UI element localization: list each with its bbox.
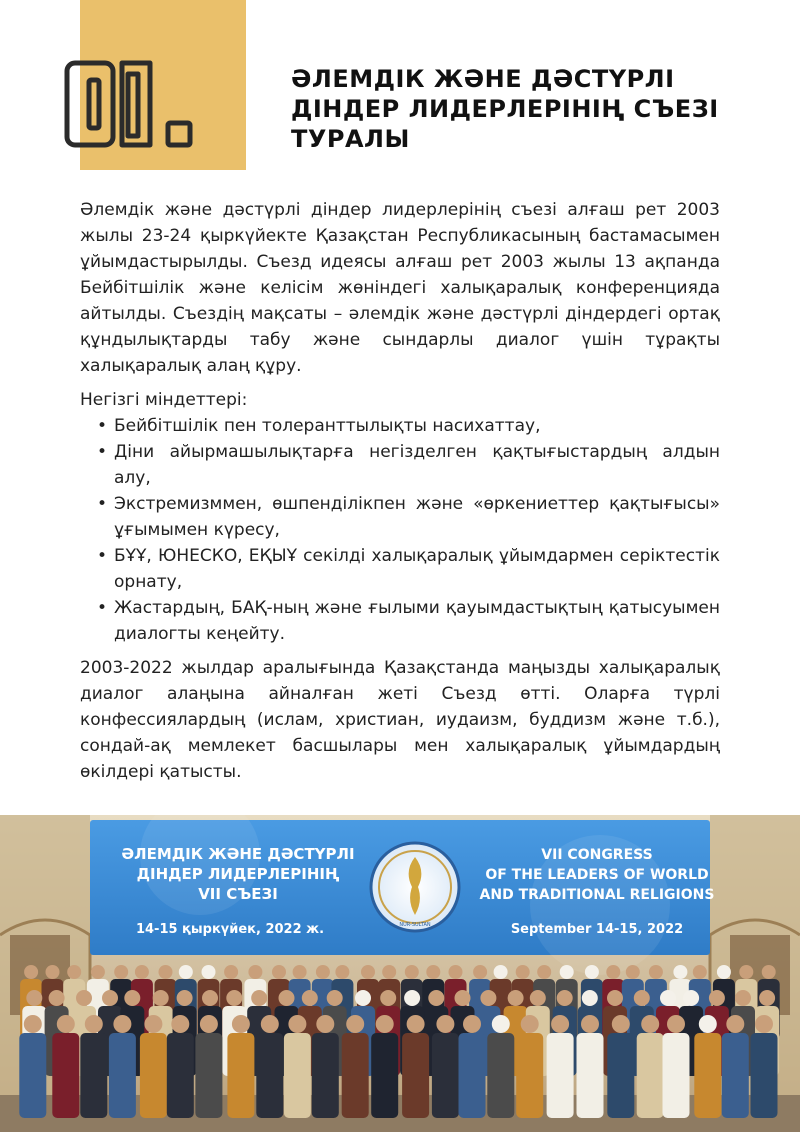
- task-item: [80, 595, 720, 647]
- banner-title-en: VII CONGRESS: [541, 847, 653, 863]
- task-text: Жастардың, БАҚ-ның және ғылыми қауымдастықтың қатысуымен диалогты кеңейту.: [114, 598, 720, 644]
- task-text: БҰҰ, ЮНЕСКО, ЕҚЫҰ секілді халықаралық ұйымдармен серіктестік орнату,: [114, 546, 720, 592]
- bullet-icon: •: [97, 598, 108, 618]
- banner-title-kk: VII СЪЕЗІ: [198, 885, 278, 903]
- task-text: Бейбітшілік пен толеранттылықты насихаттау,: [114, 416, 541, 436]
- bullet-icon: •: [97, 442, 108, 462]
- tasks-list: [80, 413, 720, 647]
- task-item: [80, 491, 720, 543]
- section-number-graphic: [64, 60, 204, 148]
- banner-date-en: September 14-15, 2022: [510, 922, 684, 937]
- banner-date-kk: 14-15 қыркүйек, 2022 ж.: [135, 922, 325, 937]
- task-item: [80, 543, 720, 595]
- task-item: [80, 413, 720, 439]
- bullet-icon: •: [97, 546, 108, 566]
- banner-title-kk: ДІНДЕР ЛИДЕРЛЕРІНІҢ: [136, 865, 340, 883]
- section-title-line: ТУРАЛЫ: [291, 125, 410, 153]
- bullet-icon: •: [97, 494, 108, 514]
- congress-group-photo: [0, 815, 800, 1132]
- task-text: Діни айырмашылықтарға негізделген қақтығыстардың алдын алу,: [114, 442, 720, 488]
- section-title-line: ДІНДЕР ЛИДЕРЛЕРІНІҢ СЪЕЗІ: [291, 95, 719, 123]
- banner-title-en: AND TRADITIONAL RELIGIONS: [479, 887, 715, 903]
- banner-title-kk: ӘЛЕМДІК ЖӘНЕ ДӘСТҮРЛІ: [121, 845, 355, 863]
- task-text: Экстремизммен, өшпенділікпен және «өркениеттер қақтығысы» ұғымымен күресу,: [114, 494, 720, 540]
- banner-title-en: OF THE LEADERS OF WORLD: [485, 867, 709, 883]
- bullet-icon: •: [97, 416, 108, 436]
- tasks-heading: Негізгі міндеттері:: [80, 390, 248, 410]
- article-body: [80, 197, 720, 793]
- intro-paragraph: Әлемдік және дәстүрлі діндер лидерлерінің съезі алғаш рет 2003 жылы 23-24 қыркүйекте Қазақстан Республикасының бастамасымен ұйымдастырылды. Съезд идеясы алғаш рет 2003 жылы 13 ақпанда Бейбітшілік және келісім жөніндегі халықаралық конференцияда айтылды. Съездің мақсаты – әлемдік және дәстүрлі діндердегі ортақ құндылықтарды табу және сындарлы диалог үшін тұрақты халықаралық алаң құру.: [80, 200, 720, 376]
- task-item: [80, 439, 720, 491]
- section-title: [291, 64, 751, 154]
- logo-caption: NUR-SULTAN: [399, 922, 431, 928]
- closing-paragraph: 2003-2022 жылдар аралығында Қазақстанда маңызды халықаралық диалог алаңына айналған жеті Съезд өтті. Оларға түрлі конфессиялардың (ислам, христиан, иудаизм, буддизм және т.б.), сондай-ақ мемлекет басшылары мен халықаралық ұйымдардың өкілдері қатысты.: [80, 658, 720, 782]
- section-title-line: ӘЛЕМДІК ЖӘНЕ ДӘСТҮРЛІ: [291, 65, 675, 93]
